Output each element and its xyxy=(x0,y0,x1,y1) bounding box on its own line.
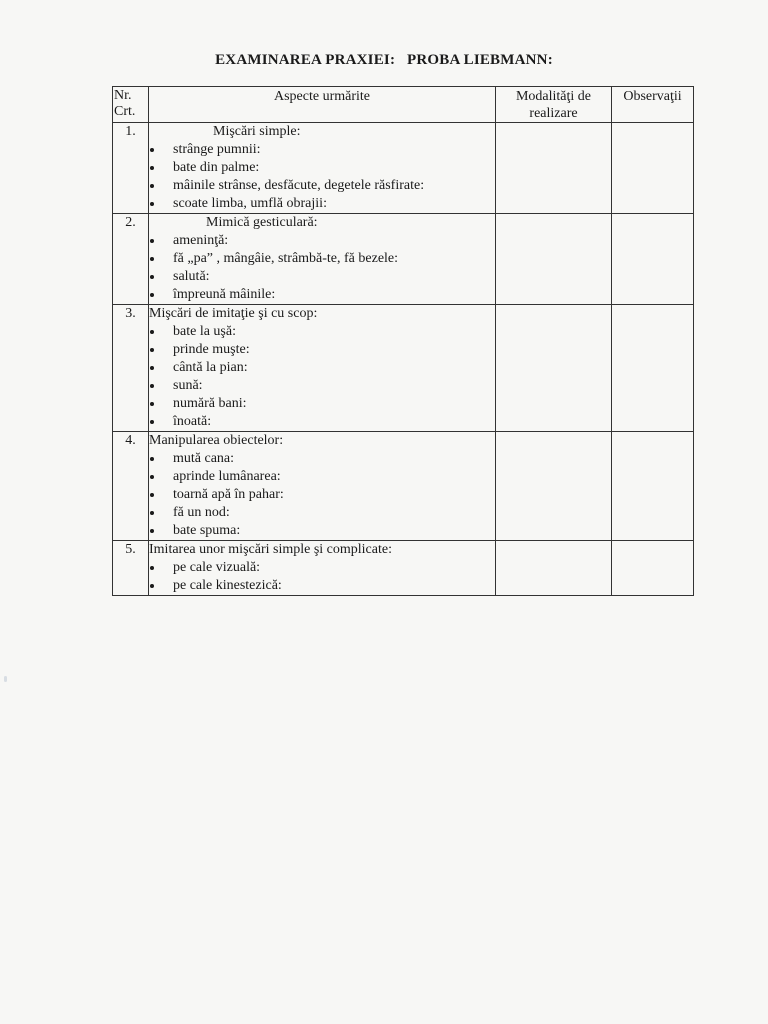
bullet-icon xyxy=(150,330,154,334)
section-title: Mişcări simple: xyxy=(213,124,301,139)
item-list xyxy=(149,559,495,595)
bullet-icon xyxy=(150,475,154,479)
observatii-cell[interactable] xyxy=(612,305,694,432)
list-item xyxy=(149,504,495,522)
observatii-cell[interactable] xyxy=(612,123,694,214)
modalitati-cell[interactable] xyxy=(496,305,612,432)
section-title: Mişcări de imitaţie şi cu scop: xyxy=(149,306,318,321)
observatii-cell[interactable] xyxy=(612,541,694,596)
aspects-cell xyxy=(149,305,496,432)
section-title: Manipularea obiectelor: xyxy=(149,433,284,448)
modalitati-cell[interactable] xyxy=(496,541,612,596)
header-nr-crt xyxy=(113,87,149,123)
table-row-section-2 xyxy=(113,214,694,305)
section-title: Imitarea unor mişcări simple şi complicate: xyxy=(149,542,392,557)
item-list xyxy=(149,232,495,304)
bullet-icon xyxy=(150,348,154,352)
table-row-section-1 xyxy=(113,123,694,214)
list-item xyxy=(149,232,495,250)
bullet-icon xyxy=(150,529,154,533)
item-text: prinde muşte: xyxy=(173,342,250,357)
item-text: împreună mâinile: xyxy=(173,287,276,302)
list-item xyxy=(149,250,495,268)
item-text: salută: xyxy=(173,269,210,284)
item-text: sună: xyxy=(173,378,203,393)
bullet-icon xyxy=(150,148,154,152)
list-item xyxy=(149,413,495,431)
header-nr-label: Nr. xyxy=(114,88,132,103)
list-item xyxy=(149,559,495,577)
header-modalitati xyxy=(496,87,612,123)
item-text: fă „pa” , mângâie, strâmbă-te, fă bezele: xyxy=(173,251,399,266)
row-number: 5. xyxy=(113,541,149,596)
bullet-icon xyxy=(150,493,154,497)
section-title: Mimică gesticulară: xyxy=(206,215,318,230)
item-text: bate la uşă: xyxy=(173,324,236,339)
item-list xyxy=(149,141,495,213)
item-text: ameninţă: xyxy=(173,233,229,248)
item-text: scoate limba, umflă obrajii: xyxy=(173,196,327,211)
list-item xyxy=(149,268,495,286)
aspects-cell xyxy=(149,541,496,596)
bullet-icon xyxy=(150,384,154,388)
table-row-section-3 xyxy=(113,305,694,432)
document-title: EXAMINAREA PRAXIEI: PROBA LIEBMANN: xyxy=(215,52,553,68)
table-row-section-4 xyxy=(113,432,694,541)
bullet-icon xyxy=(150,166,154,170)
bullet-icon xyxy=(150,202,154,206)
table-row-section-5 xyxy=(113,541,694,596)
bullet-icon xyxy=(150,420,154,424)
header-aspects: Aspecte urmărite xyxy=(149,87,496,123)
item-text: toarnă apă în pahar: xyxy=(173,487,284,502)
row-number: 2. xyxy=(113,214,149,305)
item-text: cântă la pian: xyxy=(173,360,248,375)
row-number: 3. xyxy=(113,305,149,432)
list-item xyxy=(149,177,495,195)
list-item xyxy=(149,450,495,468)
list-item xyxy=(149,286,495,304)
item-list xyxy=(149,323,495,431)
bullet-icon xyxy=(150,257,154,261)
modalitati-cell[interactable] xyxy=(496,432,612,541)
list-item xyxy=(149,323,495,341)
item-text: bate din palme: xyxy=(173,160,260,175)
item-list xyxy=(149,450,495,540)
bullet-icon xyxy=(150,457,154,461)
header-observatii: Observaţii xyxy=(612,87,694,123)
list-item xyxy=(149,395,495,413)
list-item xyxy=(149,577,495,595)
header-modalitati-line2: realizare xyxy=(529,106,578,121)
list-item xyxy=(149,195,495,213)
list-item xyxy=(149,359,495,377)
item-text: aprinde lumânarea: xyxy=(173,469,281,484)
aspects-cell xyxy=(149,432,496,541)
bullet-icon xyxy=(150,402,154,406)
bullet-icon xyxy=(150,366,154,370)
header-modalitati-line1: Modalităţi de xyxy=(515,89,592,104)
item-text: pe cale kinestezică: xyxy=(173,578,282,593)
bullet-icon xyxy=(150,511,154,515)
item-text: numără bani: xyxy=(173,396,247,411)
row-number: 1. xyxy=(113,123,149,214)
list-item xyxy=(149,377,495,395)
item-text: mâinile strânse, desfăcute, degetele răsfirate: xyxy=(173,178,425,193)
bullet-icon xyxy=(150,275,154,279)
aspects-cell xyxy=(149,214,496,305)
bullet-icon xyxy=(150,239,154,243)
bullet-icon xyxy=(150,293,154,297)
item-text: mută cana: xyxy=(173,451,235,466)
item-text: fă un nod: xyxy=(173,505,230,520)
list-item xyxy=(149,486,495,504)
bullet-icon xyxy=(150,584,154,588)
observatii-cell[interactable] xyxy=(612,432,694,541)
scan-artifact xyxy=(4,676,7,682)
item-text: pe cale vizuală: xyxy=(173,560,261,575)
item-text: înoată: xyxy=(173,414,212,429)
modalitati-cell[interactable] xyxy=(496,123,612,214)
table-header-row xyxy=(113,87,694,123)
header-crt-label: Crt. xyxy=(114,104,136,119)
modalitati-cell[interactable] xyxy=(496,214,612,305)
row-number: 4. xyxy=(113,432,149,541)
item-text: bate spuma: xyxy=(173,523,241,538)
bullet-icon xyxy=(150,184,154,188)
bullet-icon xyxy=(150,566,154,570)
praxis-examination-table xyxy=(112,86,694,596)
aspects-cell xyxy=(149,123,496,214)
observatii-cell[interactable] xyxy=(612,214,694,305)
list-item xyxy=(149,159,495,177)
list-item xyxy=(149,522,495,540)
list-item xyxy=(149,141,495,159)
item-text: strânge pumnii: xyxy=(173,142,261,157)
list-item xyxy=(149,341,495,359)
list-item xyxy=(149,468,495,486)
